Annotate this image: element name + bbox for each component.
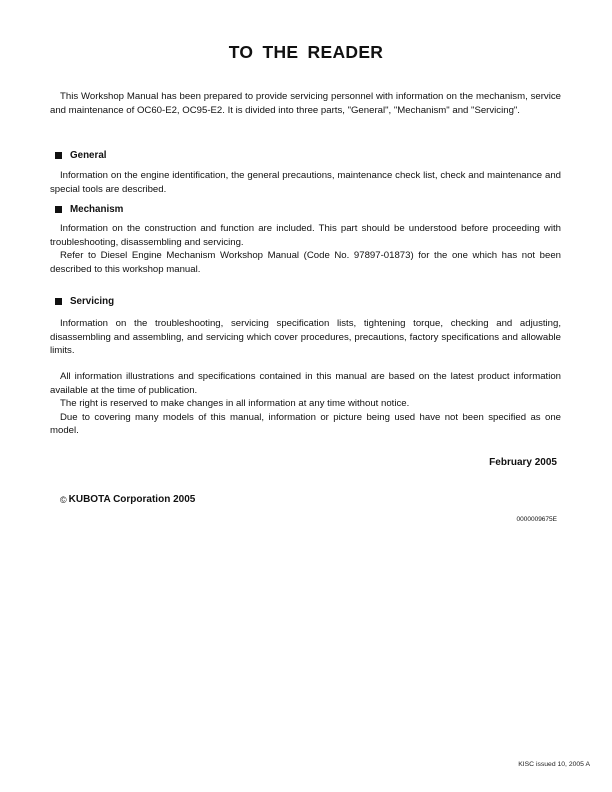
intro-paragraph: This Workshop Manual has been prepared to provide servicing personnel with information on the mechanism, service and maintenance of OC60-E2, OC95-E2. It is divided into three parts, "General", "Mechanism" and "Servicing".: [50, 91, 561, 116]
page-title: TO THE READER: [228, 42, 384, 62]
section-heading-general: General: [55, 150, 107, 161]
section-general-text: Information on the engine identification, the general precautions, maintenance check list, check and maintenance and special tools are described.: [50, 170, 561, 195]
square-bullet-icon: [55, 206, 62, 213]
section-heading-mechanism: Mechanism: [55, 204, 123, 215]
publication-date: February 2005: [489, 457, 557, 468]
notes-paragraph: All information illustrations and specifications contained in this manual are based on the latest product information available at the time of publication. The right is reserved to make changes in all information at any time without notice. Due to covering many models of this manual, information or picture being used have not been specified as one model.: [50, 371, 561, 437]
square-bullet-icon: [55, 298, 62, 305]
copyright-icon: ©: [60, 494, 67, 505]
copyright-line: © KUBOTA Corporation 2005: [60, 494, 196, 505]
section-mechanism-text: Information on the construction and function are included. This part should be understood before proceeding with troubleshooting, disassembling and servicing. Refer to Diesel Engine Mechanism Workshop Manual (Code No. 97897-01873) for the one which has not been described to this workshop manual.: [50, 223, 561, 275]
page-footer: KISC issued 10, 2005 A: [518, 761, 590, 768]
document-code: 0000009675E: [516, 516, 557, 523]
square-bullet-icon: [55, 152, 62, 159]
section-servicing-text: Information on the troubleshooting, servicing specification lists, tightening torque, checking and adjusting, disassembling and assembling, and servicing which cover procedures, precautions, factory specifications and allowable limits.: [50, 318, 561, 357]
section-heading-servicing: Servicing: [55, 296, 114, 307]
